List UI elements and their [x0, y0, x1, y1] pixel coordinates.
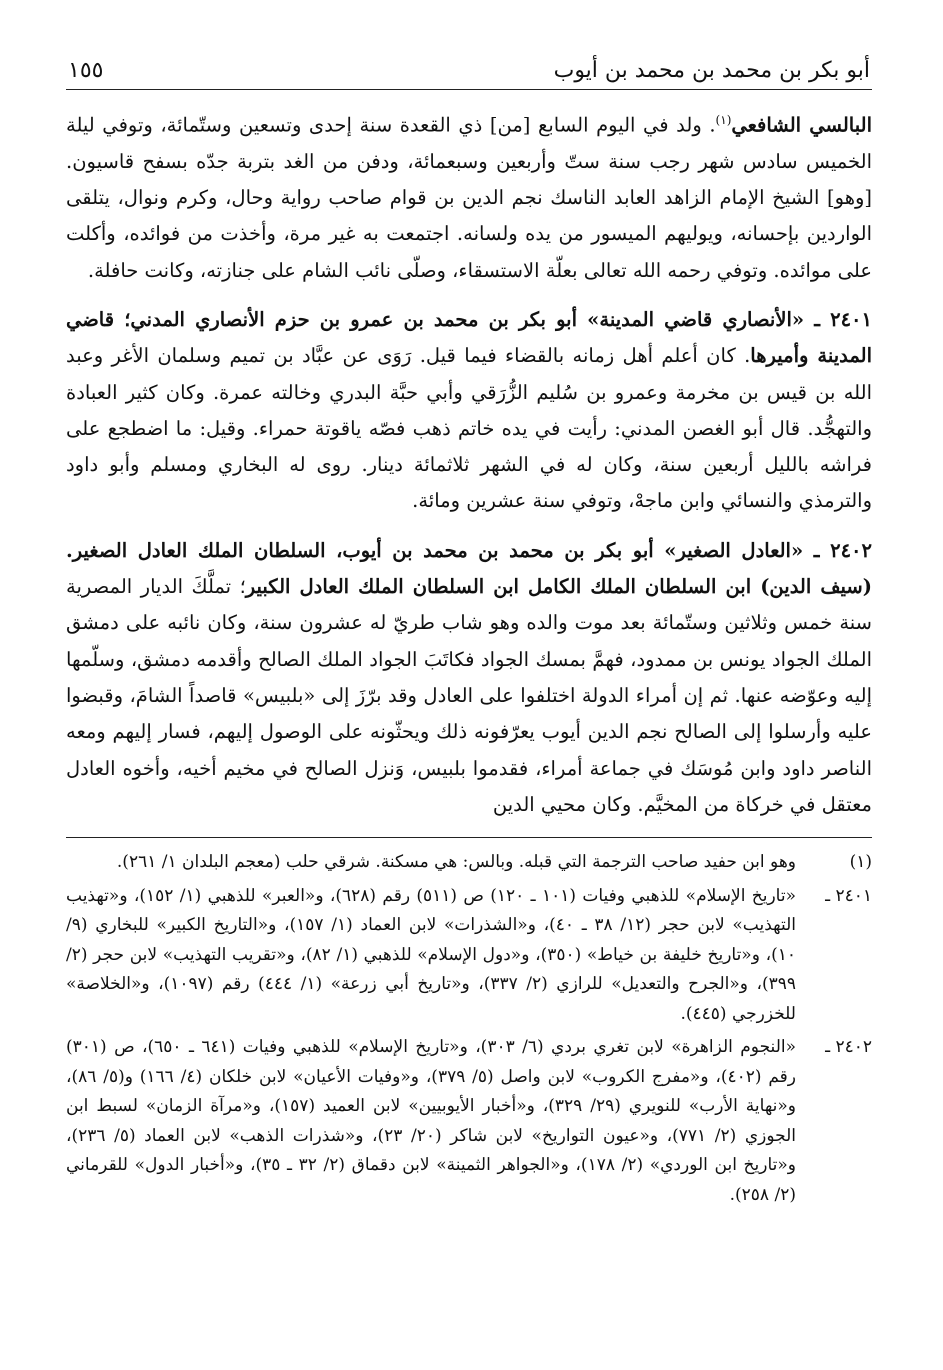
- paragraph-continuation: [66, 102, 872, 289]
- footnotes: [66, 848, 872, 1210]
- book-page: [66, 58, 872, 1214]
- footnote-item: [66, 1033, 872, 1210]
- paragraph-lead: البالسي الشافعي: [731, 113, 872, 137]
- footnote-divider: [66, 837, 872, 838]
- footnote-text: وهو ابن حفيد صاحب الترجمة التي قبله. وبالس: هي مسكنة. شرقي حلب (معجم البلدان ١/ ٢٦١).: [116, 852, 796, 873]
- entry-heading: ٢٤٠١ ـ «الأنصاري قاضي المدينة» أبو بكر بن محمد بن عمرو بن حزم الأنصاري المدني؛ قاضي المدينة وأميرها: [66, 307, 872, 368]
- footnote-number: ٢٤٠١ ـ: [825, 885, 872, 906]
- running-title: أبو بكر بن محمد بن محمد بن أيوب: [553, 58, 870, 83]
- entry-text: ؛ تملَّكَ الديار المصرية سنة خمس وثلاثين وستّمائة بعد موت والده وهو شاب طريّ له عشرون سنة، وكان نائبه على دمشق الملك الجواد يونس بن ممدود، فهمَّ بمسك الجواد فكاتَبَ الجواد الملك الصالح وأقدمه دمشق، وسلّمها إليه وعوّضه عنها. ثم إن أمراء الدولة اختلفوا على العادل وقد برّزَ إلى «بلبيس» قاصداً الشامَ، وقبضوا عليه وأرسلوا إلى الصالح نجم الدين أيوب يعرّفونه ذلك ويحثّونه على الوصول إليهم، فسار إليهم ومعه الناصر داود وابن مُوسَك في جماعة أمراء، فقدموا بلبيس، وَنزل الصالح في مخيم أخيه، وأخوه العادل معتقل في خركاة من المخيَّم. وكان محيي الدين: [66, 575, 872, 816]
- footnote-number: (١): [849, 852, 872, 873]
- footnote-item: [66, 882, 872, 1030]
- entry-text: . كان أعلم أهل زمانه بالقضاء فيما قيل. رَوَى عن عبَّاد بن تميم وسلمان الأغر وعبد الله بن قيس بن مخرمة وعمرو بن سُليم الزُّرَقي وأبي حبَّة البدري وخالته عمرة. وكان كثير العبادة والتهجُّد. قال أبو الغصن المدني: رأيت في يده خاتم ذهب فصّه ياقوتة حمراء. وقيل: ما اضطجع على فراشه بالليل أربعين سنة، وكان له في الشهر ثلاثمائة دينار. روى له البخاري ومسلم وأبو داود والترمذي والنسائي وابن ماجهْ، وتوفي سنة عشرين ومائة.: [66, 344, 872, 513]
- paragraph-text: . ولد في اليوم السابع [من] ذي القعدة سنة إحدى وتسعين وستّمائة، وتوفي ليلة الخميس سادس شهر رجب سنة ستّ وأربعين وسبعمائة، ودفن من الغد بتربة جدّه بسفح قاسيون. [وهو] الشيخ الإمام الزاهد العابد الناسك نجم الدين بن قوام صاحب رواية وحال، وكرم ونوال، يتلقى الواردين بإحسانه، ويوليهم الميسور من يده ولسانه. اجتمعت به غير مرة، وأخذت من فوائده، وأكلت على موائده. وتوفي رحمه الله تعالى بعلّة الاستسقاء، وصلّى نائب الشام على جنازته، وكانت حافلة.: [66, 113, 872, 282]
- main-text: [66, 102, 872, 823]
- entry-heading: ٢٤٠٢ ـ «العادل الصغير» أبو بكر بن محمد بن محمد بن أيوب، السلطان الملك العادل الصغير. (سيف الدين) ابن السلطان الملك الكامل ابن السلطان الملك العادل الكبير: [66, 538, 872, 599]
- page-number: ١٥٥: [68, 58, 104, 83]
- footnote-text: «تاريخ الإسلام» للذهبي وفيات (١٠١ ـ ١٢٠) ص (٥١١) رقم (٦٢٨)، و«العبر» للذهبي (١/ ١٥٢)، و«تهذيب التهذيب» لابن حجر (١٢/ ٣٨ ـ ٤٠)، و«الشذرات» لابن العماد (١/ ١٥٧)، و«التاريخ الكبير» للبخاري (٩/ ١٠)، و«تاريخ خليفة بن خياط» (٣٥٠)، و«دول الإسلام» للذهبي (١/ ٨٢)، و«تقريب التهذيب» لابن حجر (٢/ ٣٩٩)، و«الجرح والتعديل» للرازي (٢/ ٣٣٧)، و«تاريخ أبي زرعة» (١/ ٤٤٤) رقم (١٠٩٧)، و«الخلاصة» للخزرجي (٤٤٥).: [66, 885, 797, 1024]
- running-header: [66, 58, 872, 90]
- entry-2402: [66, 533, 872, 823]
- footnote-reference: (١): [715, 113, 732, 127]
- footnote-number: ٢٤٠٢ ـ: [825, 1037, 872, 1058]
- footnote-item: [66, 848, 872, 878]
- footnote-text: «النجوم الزاهرة» لابن تغري بردي (٦/ ٣٠٣)، و«تاريخ الإسلام» للذهبي وفيات (٦٤١ ـ ٦٥٠)، ص (٣٠١) رقم (٤٠٢)، و«مفرج الكروب» لابن واصل (٥/ ٣٧٩)، و«وفيات الأعيان» لابن خلكان (٤/ ١٦٦) و(٥/ ٨٦)، و«نهاية الأرب» للنويري (٢٩/ ٣٢٩)، و«أخبار الأيوبيين» لابن العميد (١٥٧)، و«مرآة الزمان» لسبط ابن الجوزي (٢/ ٧٧١)، و«عيون التواريخ» لابن شاكر (٢٠/ ٢٣)، و«شذرات الذهب» لابن العماد (٥/ ٢٣٦)، و«تاريخ ابن الوردي» (٢/ ١٧٨)، و«الجواهر الثمينة» لابن دقماق (٢/ ٣٢ ـ ٣٥)، و«أخبار الدول» للقرماني (٢/ ٢٥٨).: [66, 1037, 797, 1205]
- entry-2401: [66, 302, 872, 520]
